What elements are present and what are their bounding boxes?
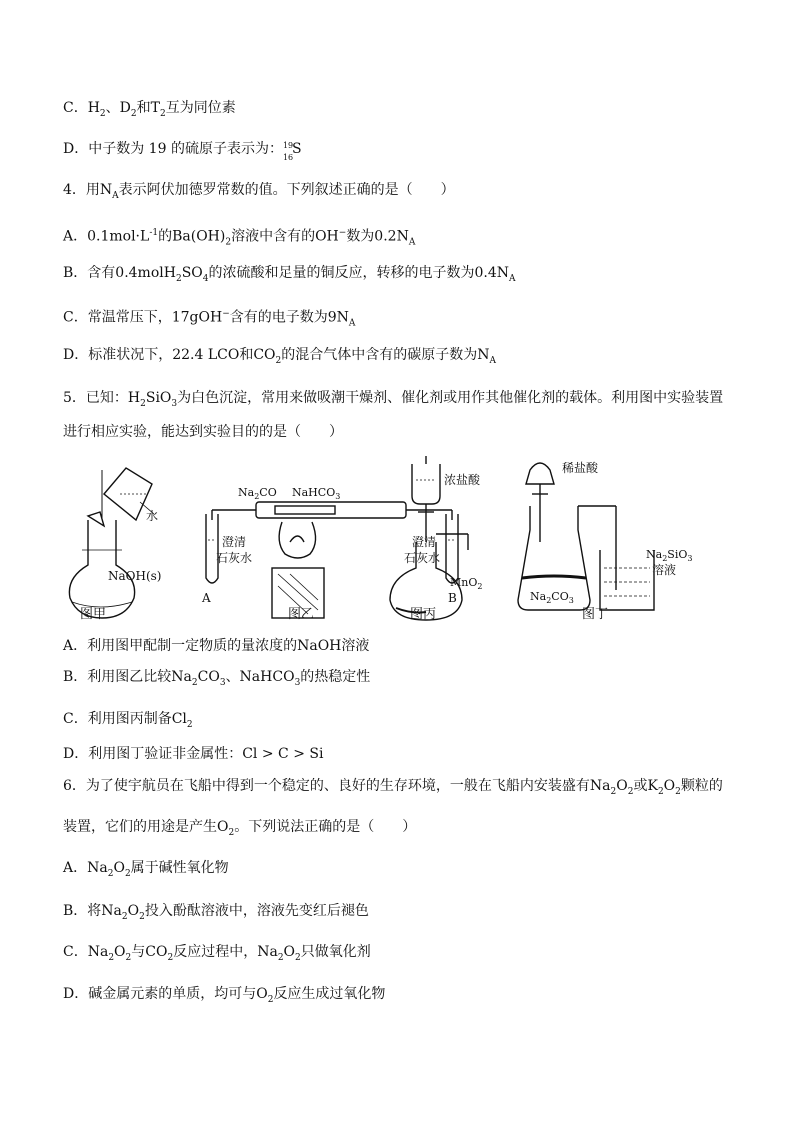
q5-apparatus-figure [60,450,740,630]
q5-option-d: D．利用图丁验证非金属性：Cl > C > Si [63,746,324,762]
sulfur-nuclide-symbol: 19 16 S [282,141,302,162]
figure-jia-apparatus [69,468,154,618]
yi-limewater-left-1: 澄清 [222,535,247,549]
q4-option-b: B．含有$0.4molH_2SO_4$的浓硫酸和足量的铜反应，转移的电子数为$0.4N_A$ [63,265,516,284]
q6-option-c: C．$Na_2O_2$与$CO_2$反应过程中，$Na_2O_2$只做氧化剂 [63,944,371,963]
ding-na2co3-label: $Na_2CO_3$ [530,590,574,605]
q6-stem-line1: 6．为了使宇航员在飞船中得到一个稳定的、良好的生存环境，一般在飞船内安装盛有$Na_2O_2$或$K_2O_2$颗粒的 [63,778,723,797]
ding-solution-label: 溶液 [652,563,677,577]
jia-naoh-label: NaOH(s) [108,569,162,583]
q5-option-b: B．利用图乙比较$Na_2CO_3$、NaHCO$_3$的热稳定性 [63,669,371,688]
yi-label-b: B [448,591,457,605]
ding-dilute-hcl-label: 稀盐酸 [562,461,599,475]
q5-option-c: C．利用图丙制备$Cl_2$ [63,711,193,730]
yi-label-a: A [202,591,211,605]
q4-option-c: C．常温常压下，17gOH−含有的电子数为$9N_A$ [63,309,356,329]
jia-caption: 图甲 [80,607,107,622]
yi-limewater-right-1: 澄清 [412,535,437,549]
q3-option-c: C．$H_2$、$D_2$和$T_2$互为同位素 [63,100,236,119]
bing-mno2-label: MnO$_2$ [450,576,483,591]
bing-hcl-label: 浓盐酸 [444,473,481,487]
q4-stem: 4．用$N_A$表示阿伏加德罗常数的值。下列叙述正确的是（ ） [63,182,455,201]
q4-option-a: A．$0.1mol\cdot L^{-1}$的$Ba(OH)_2$溶液中含有的OH−数为$0.2N_A$ [63,228,416,248]
q3-option-d: D．中子数为 19 的硫原子表示为： 19 16 S [63,141,302,162]
figure-ding-apparatus [518,463,654,610]
ding-caption: 图丁 [582,607,609,622]
q6-option-d: D．碱金属元素的单质，均可与$O_2$反应生成过氧化物 [63,986,386,1005]
q6-option-b: B．将$Na_2O_2$投入酚酞溶液中，溶液先变红后褪色 [63,903,369,922]
q5-stem-line1: 5．已知：$H_2SiO_3$为白色沉淀，常用来做吸潮干燥剂、催化剂或用作其他催化剂的载体。利用图中实验装置 [63,390,724,409]
yi-limewater-right-2: 石灰水 [404,551,441,565]
yi-caption: 图乙 [288,607,315,622]
q5-option-a: A．利用图甲配制一定物质的量浓度的NaOH溶液 [63,638,370,654]
yi-limewater-left-2: 石灰水 [216,551,253,565]
bing-caption: 图丙 [410,607,437,622]
q5-stem-line2: 进行相应实验，能达到实验目的的是（ ） [63,424,343,440]
q4-option-d: D．标准状况下，22.4 LCO和$CO_2$的混合气体中含有的碳原子数为$N_A$ [63,347,497,366]
ding-na2sio3-label: $Na_2SiO_3$ [646,548,693,563]
q6-option-a: A．$Na_2O_2$属于碱性氧化物 [63,860,229,879]
yi-nahco3-label: NaHCO$_3$ [292,486,341,501]
yi-na2co3-label: $Na_2CO$ [238,486,277,501]
jia-water-label: 水 [146,509,159,523]
q6-stem-line2: 装置，它们的用途是产生$O_2$。下列说法正确的是（ ） [63,819,417,838]
